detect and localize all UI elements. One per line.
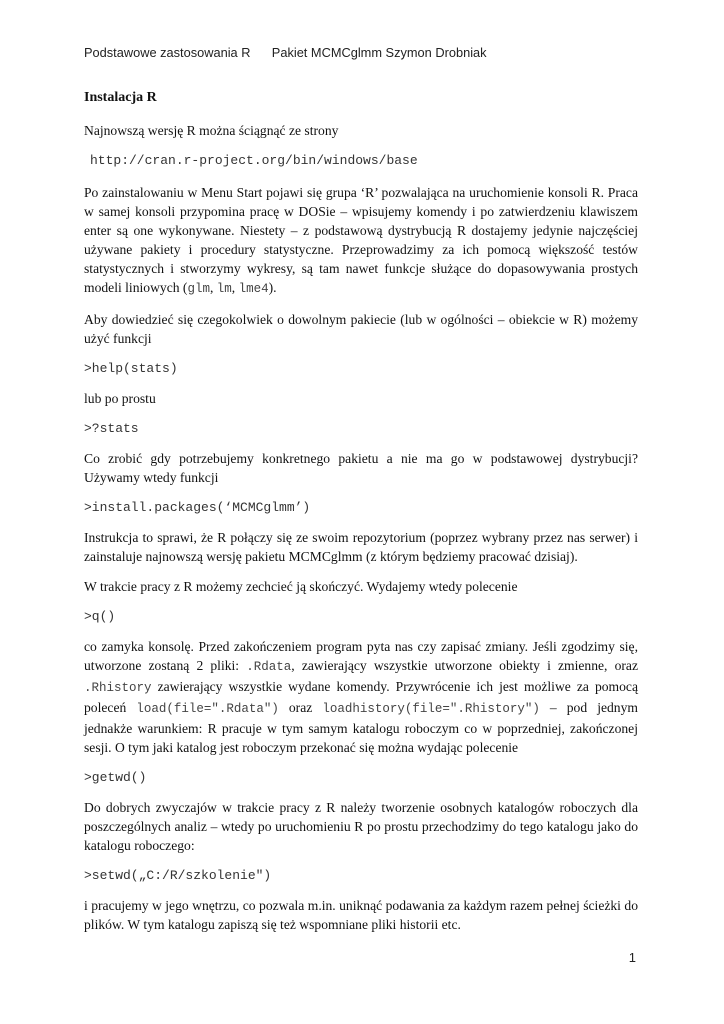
paragraph: co zamyka konsolę. Przed zakończeniem program pyta nas czy zapisać zmiany. Jeśli zgodzimy się, utworzone zostaną 2 pliki: .Rdata, zawierający wszystkie utworzone obiekty i zmienne, oraz .Rhistory zawierający wszystkie wydane komendy. Przywrócenie ich jest możliwe za pomocą poleceń load(file=".Rdata") oraz loadhistory(file=".Rhistory") – pod jednym jednakże warunkiem: R pracuje w tym samym katalogu roboczym co w poprzedniej, zakończonej sesji. O tym jaki katalog jest roboczym przekonać się można wydając polecenie: [84, 639, 638, 755]
download-url: http://cran.r-project.org/bin/windows/base: [90, 153, 418, 168]
code-line: >getwd(): [84, 770, 147, 785]
page-content: [84, 88, 638, 945]
paragraph: Co zrobić gdy potrzebujemy konkretnego pakietu a nie ma go w podstawowej dystrybucji? Używamy wtedy funkcji: [84, 451, 638, 485]
code-line: >install.packages(‘MCMCglmm’): [84, 500, 311, 515]
inline-code: lme4: [238, 282, 269, 296]
paragraph: lub po prostu: [84, 391, 156, 406]
inline-code: .Rdata: [246, 660, 292, 674]
header-left: Podstawowe zastosowania R: [84, 45, 251, 60]
inline-code: glm: [187, 282, 210, 296]
paragraph: Instrukcja to sprawi, że R połączy się ze swoim repozytorium (poprzez wybrany przez nas serwer) i zainstaluje najnowszą wersję pakietu MCMCglmm (z którym będziemy pracować dzisiaj).: [84, 530, 638, 564]
code-line: >setwd(„C:/R/szkolenie"): [84, 868, 272, 883]
code-line: >?stats: [84, 421, 139, 436]
inline-code: load(file=".Rdata"): [136, 702, 279, 716]
paragraph: Do dobrych zwyczajów w trakcie pracy z R należy tworzenie osobnych katalogów roboczych dla poszczególnych analiz – wtedy po uruchomieniu R po prostu przechodzimy do tego katalogu jako do katalogu roboczego:: [84, 800, 638, 853]
header-right: Pakiet MCMCglmm Szymon Drobniak: [271, 45, 487, 60]
paragraph: Najnowszą wersję R można ściągnąć ze strony: [84, 123, 339, 138]
inline-code: .Rhistory: [84, 681, 152, 695]
code-line: >q(): [84, 609, 116, 624]
inline-code: lm: [216, 282, 232, 296]
page-header: [84, 43, 487, 62]
paragraph: W trakcie pracy z R możemy zechcieć ją skończyć. Wydajemy wtedy polecenie: [84, 579, 518, 594]
paragraph: i pracujemy w jego wnętrzu, co pozwala m.in. uniknąć podawania za każdym razem pełnej ścieżki do plików. W tym katalogu zapiszą się też wspomniane pliki historii etc.: [84, 898, 638, 932]
paragraph: Po zainstalowaniu w Menu Start pojawi się grupa ‘R’ pozwalająca na uruchomienie konsoli R. Praca w samej konsoli przypomina pracę w DOSie – wpisujemy komendy i po zatwierdzeniu klawiszem enter są one wykonywane. Niestety – z podstawową dystrybucją R dostajemy jedynie najczęściej używane pakiety i procedury statystyczne. Przeprowadzimy za ich pomocą większość testów statystycznych i stworzymy wykresy, są tam nawet funkcje służące do dopasowywania prostych modeli liniowych (glm, lm, lme4).: [84, 185, 638, 296]
code-line: >help(stats): [84, 361, 178, 376]
page-number: 1: [628, 950, 636, 965]
inline-code: loadhistory(file=".Rhistory"): [322, 702, 540, 716]
section-heading: Instalacja R: [84, 90, 157, 105]
paragraph: Aby dowiedzieć się czegokolwiek o dowolnym pakiecie (lub w ogólności – obiekcie w R) możemy użyć funkcji: [84, 312, 638, 346]
